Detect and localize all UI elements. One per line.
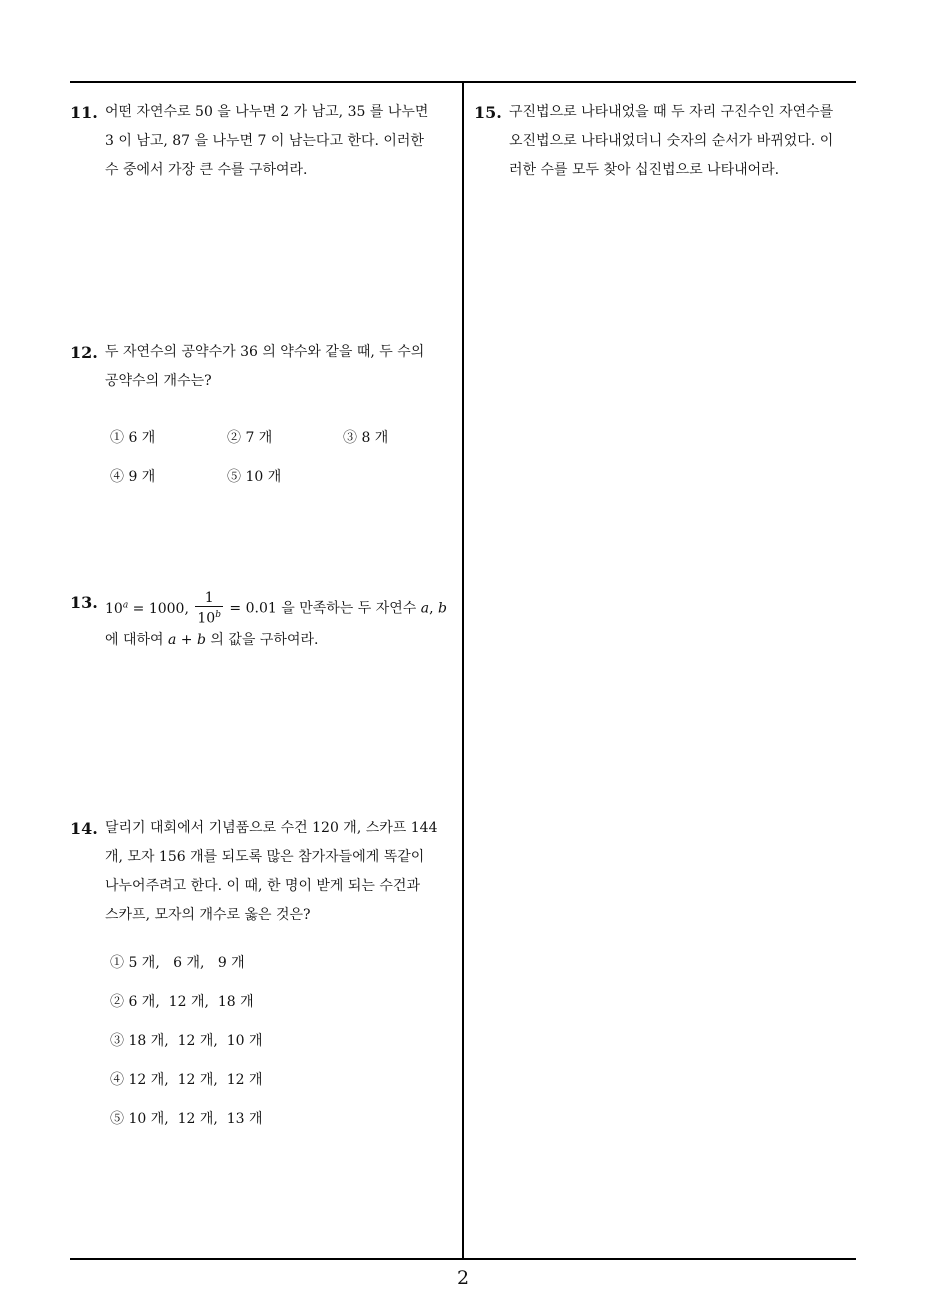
problem-text: [509, 98, 864, 185]
choice-4[interactable]: ④ 9 개: [110, 469, 156, 485]
text-line: 구진법으로 나타내었을 때 두 자리 구진수인 자연수를: [509, 104, 834, 120]
choice-2[interactable]: ② 7 개: [227, 430, 273, 446]
problem-text: [105, 814, 460, 930]
problem-number: 11.: [70, 103, 98, 122]
text-line: 에 대하여 a + b 의 값을 구하여라.: [105, 632, 319, 648]
choice-5[interactable]: ⑤ 10 개, 12 개, 13 개: [110, 1111, 263, 1127]
problem-12: [70, 338, 460, 396]
text-line: 어떤 자연수로 50 을 나누면 2 가 남고, 35 를 나누면: [105, 104, 429, 120]
problem-15: [474, 98, 864, 185]
problem-11: [70, 98, 460, 185]
column-divider: [462, 82, 464, 1259]
text-line: 3 이 남고, 87 을 나누면 7 이 남는다고 한다. 이러한: [105, 133, 424, 149]
bottom-rule: [70, 1258, 856, 1260]
equation-2: = 0.01 을 만족하는 두 자연수 a, b: [224, 600, 447, 617]
choice-4[interactable]: ④ 12 개, 12 개, 12 개: [110, 1072, 263, 1088]
problem-number: 14.: [70, 819, 98, 838]
text-line: 개, 모자 156 개를 되도록 많은 참가자들에게 똑같이: [105, 849, 425, 865]
page-number: 2: [456, 1267, 470, 1289]
text-line: 달리기 대회에서 기념품으로 수건 120 개, 스카프 144: [105, 820, 438, 836]
problem-text: [105, 338, 460, 396]
choice-5[interactable]: ⑤ 10 개: [227, 469, 282, 485]
text-line: 수 중에서 가장 큰 수를 구하여라.: [105, 162, 308, 178]
problem-number: 15.: [474, 103, 502, 122]
choice-1[interactable]: ① 6 개: [110, 430, 156, 446]
text-line: 두 자연수의 공약수가 36 의 약수와 같을 때, 두 수의: [105, 344, 425, 360]
text-line: 스카프, 모자의 개수로 옳은 것은?: [105, 907, 311, 923]
text-line: 공약수의 개수는?: [105, 373, 212, 389]
fraction: $\frac{1}{10^b}$: [197, 590, 221, 627]
choice-3[interactable]: ③ 18 개, 12 개, 10 개: [110, 1033, 263, 1049]
equation-1: $10^a = 1000$,: [105, 600, 189, 617]
text-line: 나누어주려고 한다. 이 때, 한 명이 받게 되는 수건과: [105, 878, 420, 894]
problem-number: 12.: [70, 343, 98, 362]
problem-text: [105, 98, 460, 185]
problem-text: [105, 590, 447, 627]
choice-2[interactable]: ② 6 개, 12 개, 18 개: [110, 994, 254, 1010]
problem-number: 13.: [70, 593, 98, 612]
choice-1[interactable]: ① 5 개, 6 개, 9 개: [110, 955, 245, 971]
text-line: 오진법으로 나타내었더니 숫자의 순서가 바뀌었다. 이: [509, 133, 834, 149]
problem-14: [70, 814, 460, 930]
text-line: 러한 수를 모두 찾아 십진법으로 나타내어라.: [509, 162, 780, 178]
choice-3[interactable]: ③ 8 개: [343, 430, 389, 446]
